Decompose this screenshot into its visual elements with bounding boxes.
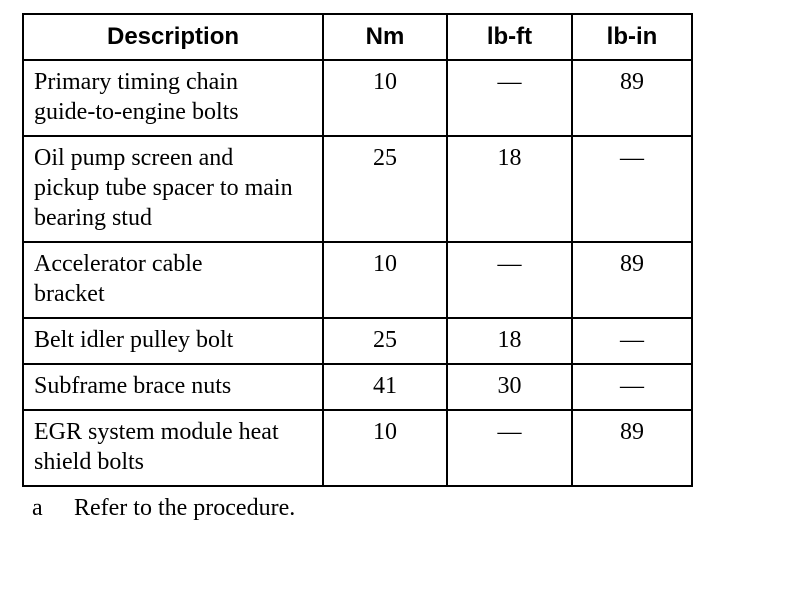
footnote-marker: a — [32, 495, 43, 521]
cell-lb-ft: — — [447, 60, 572, 136]
header-description: Description — [23, 14, 323, 60]
cell-description: Belt idler pulley bolt — [23, 318, 323, 364]
header-lb-in: lb-in — [572, 14, 692, 60]
table-row — [23, 410, 692, 486]
cell-lb-in: 89 — [572, 410, 692, 486]
cell-description: Subframe brace nuts — [23, 364, 323, 410]
table-header-row — [23, 14, 692, 60]
cell-nm: 10 — [323, 60, 447, 136]
cell-nm: 10 — [323, 410, 447, 486]
table-row — [23, 60, 692, 136]
cell-description: Accelerator cable bracket — [23, 242, 323, 318]
table-row — [23, 318, 692, 364]
cell-description: EGR system module heat shield bolts — [23, 410, 323, 486]
footnote-text: Refer to the procedure. — [74, 495, 296, 521]
cell-description: Primary timing chain guide-to-engine bolts — [23, 60, 323, 136]
cell-lb-ft: 30 — [447, 364, 572, 410]
cell-nm: 10 — [323, 242, 447, 318]
table-row — [23, 136, 692, 242]
cell-lb-in: — — [572, 318, 692, 364]
cell-lb-in: 89 — [572, 242, 692, 318]
table-row — [23, 364, 692, 410]
header-nm: Nm — [323, 14, 447, 60]
cell-nm: 25 — [323, 136, 447, 242]
torque-spec-table — [22, 13, 693, 487]
cell-lb-in: — — [572, 364, 692, 410]
cell-lb-ft: — — [447, 410, 572, 486]
cell-lb-in: — — [572, 136, 692, 242]
cell-lb-in: 89 — [572, 60, 692, 136]
footnote — [32, 493, 295, 523]
cell-lb-ft: — — [447, 242, 572, 318]
cell-description: Oil pump screen and pickup tube spacer to main bearing stud — [23, 136, 323, 242]
cell-lb-ft: 18 — [447, 136, 572, 242]
cell-lb-ft: 18 — [447, 318, 572, 364]
cell-nm: 25 — [323, 318, 447, 364]
cell-nm: 41 — [323, 364, 447, 410]
table-row — [23, 242, 692, 318]
header-lb-ft: lb-ft — [447, 14, 572, 60]
